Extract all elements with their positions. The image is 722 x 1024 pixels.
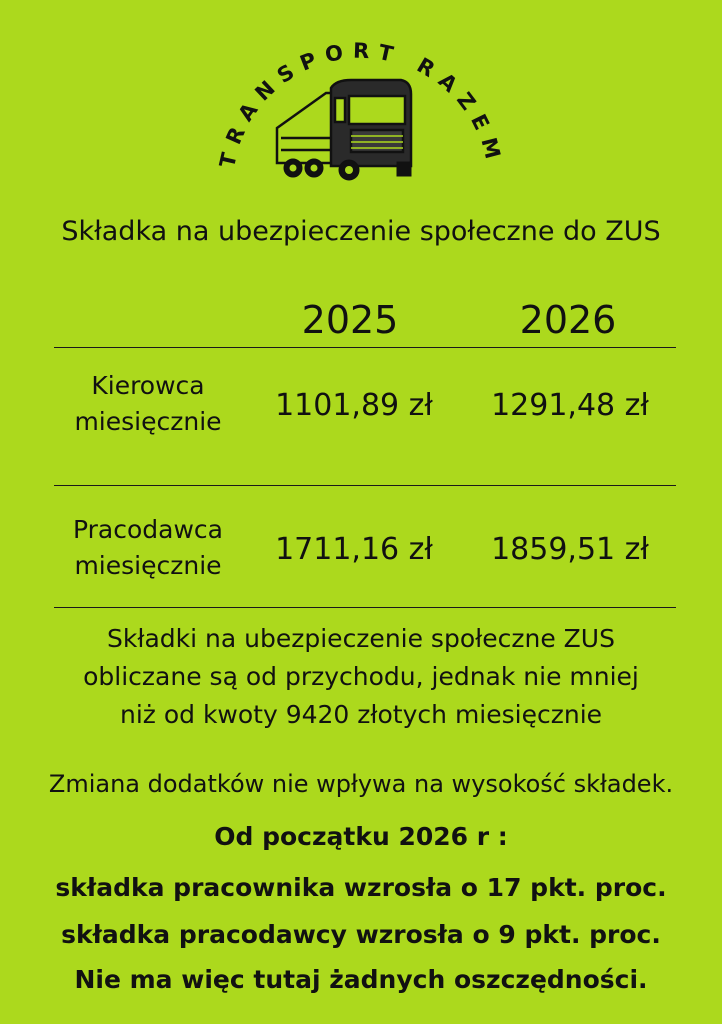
value-pracodawca-2025: 1711,16 zł (275, 532, 433, 567)
value-kierowca-2026: 1291,48 zł (491, 388, 649, 423)
truck-icon (211, 38, 511, 198)
row-label-pracodawca (38, 512, 258, 584)
row-label-line: Pracodawca (73, 515, 223, 544)
row-label-kierowca (38, 368, 258, 440)
row-label-line: Kierowca (91, 371, 205, 400)
bold-line-oszczednosci: Nie ma więc tutaj żadnych oszczędności. (74, 965, 648, 994)
value-pracodawca-2026: 1859,51 zł (491, 532, 649, 567)
row-label-line: miesięcznie (74, 551, 222, 580)
note-line: niż od kwoty 9420 złotych miesięcznie (119, 700, 603, 729)
year-2025-header: 2025 (301, 298, 399, 342)
table-divider (54, 607, 676, 608)
bold-line-pracownik: składka pracownika wzrosła o 17 pkt. proc. (55, 873, 667, 902)
bold-line-pracodawca: składka pracodawcy wzrosła o 9 pkt. proc. (61, 920, 661, 949)
note-line: Składki na ubezpieczenie społeczne ZUS (107, 624, 615, 653)
note-dodatki: Zmiana dodatków nie wpływa na wysokość składek. (48, 770, 674, 798)
year-2026-header: 2026 (519, 298, 617, 342)
note-paragraph (0, 620, 722, 734)
table-divider (54, 485, 676, 486)
page-subtitle: Składka na ubezpieczenie społeczne do ZUS (61, 216, 661, 247)
logo-text: TRANSPORT RAZEM (215, 38, 508, 170)
transport-razem-logo (211, 38, 511, 198)
row-label-line: miesięcznie (74, 407, 222, 436)
note-line: obliczane są od przychodu, jednak nie mniej (83, 662, 639, 691)
table-divider (54, 347, 676, 348)
bold-heading: Od początku 2026 r : (214, 822, 508, 851)
value-kierowca-2025: 1101,89 zł (275, 388, 433, 423)
